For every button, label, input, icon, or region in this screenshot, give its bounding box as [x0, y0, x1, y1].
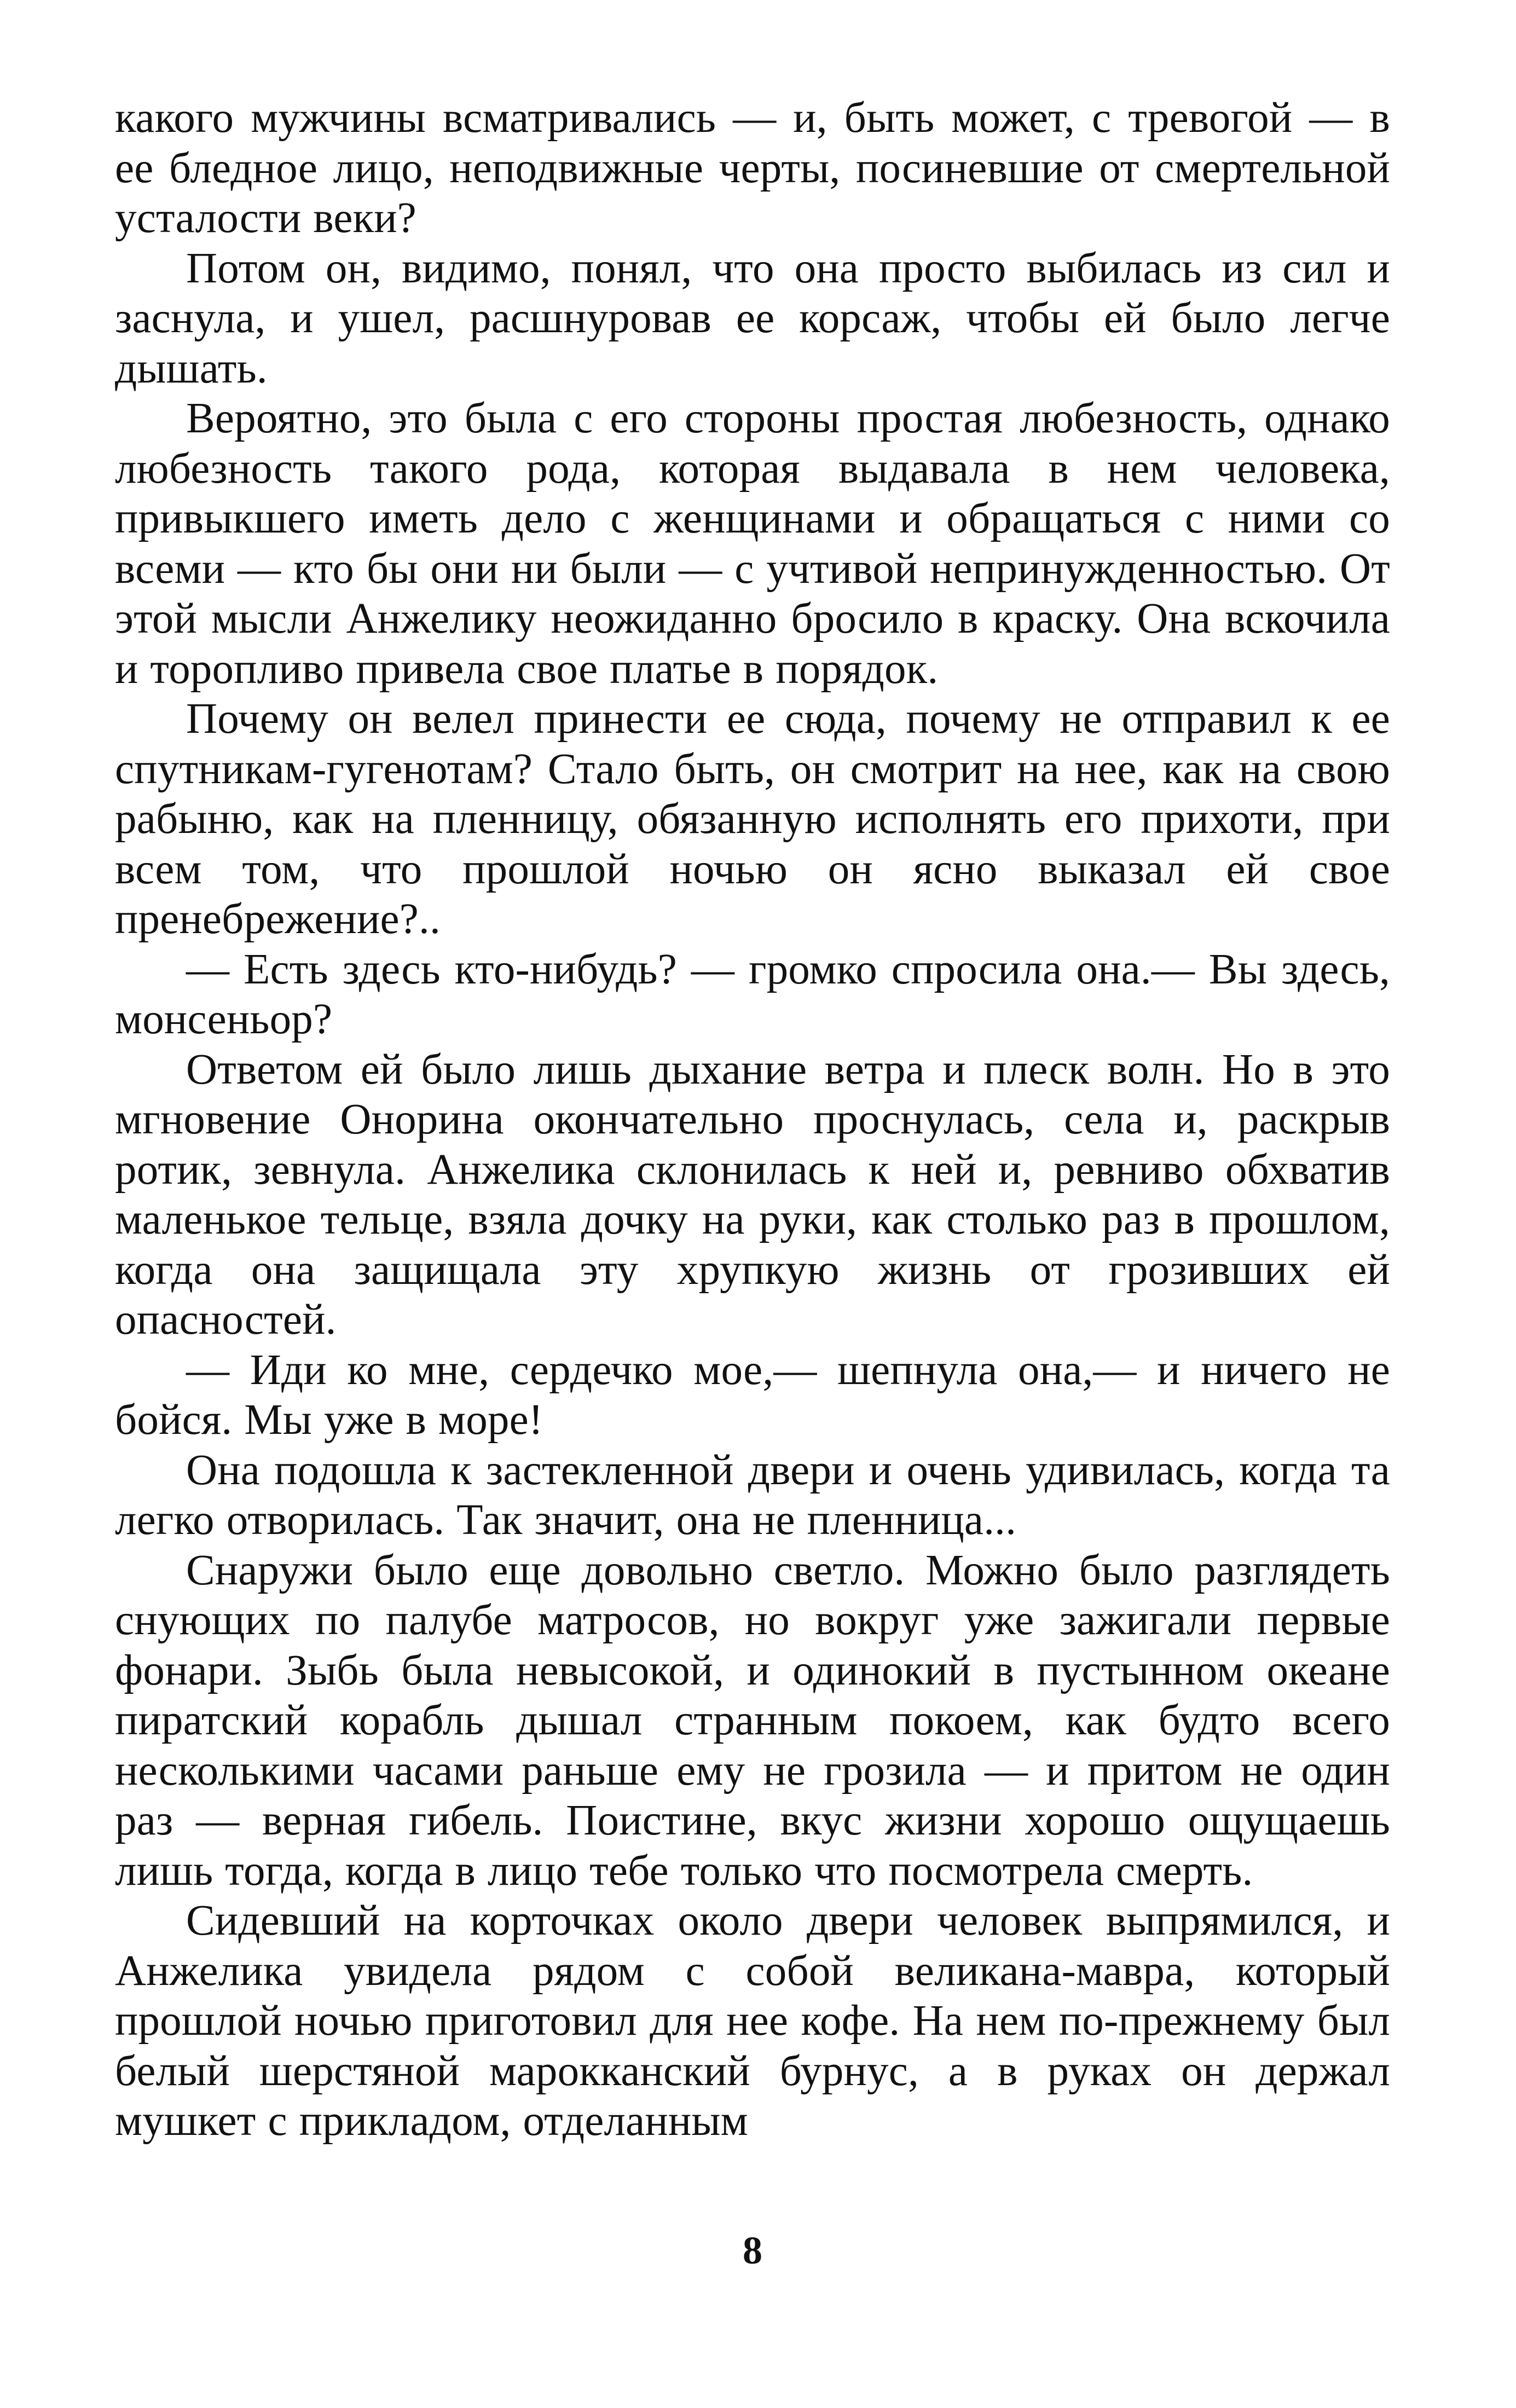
- page-text: [115, 93, 1390, 2146]
- paragraph-6: Ответом ей было лишь дыхание ветра и плеск волн. Но в это мгновение Онорина окончательно проснулась, села и, раскрыв ротик, зевнула. Анжелика склонилась к ней и, ревниво обхватив маленькое тельце, взяла дочку на руки, как столько раз в прошлом, когда она защищала эту хрупкую жизнь от грозивших ей опасностей.: [115, 1045, 1390, 1344]
- paragraph-5: — Есть здесь кто-нибудь? — громко спросила она.— Вы здесь, монсеньор?: [115, 945, 1390, 1043]
- paragraph-4: Почему он велел принести ее сюда, почему не отправил к ее спутникам-гугенотам? Стало быть, он смотрит на нее, как на свою рабыню, как на пленницу, обязанную исполнять его прихоти, при всем том, что прошлой ночью он ясно выказал ей свое пренебрежение?..: [115, 695, 1390, 943]
- paragraph-10: Сидевший на корточках около двери человек выпрямился, и Анжелика увидела рядом с собой великана-мавра, который прошлой ночью приготовил для нее кофе. На нем по-прежнему был белый шерстяной марокканский бурнус, а в руках он держал мушкет с прикладом, отделанным: [115, 1897, 1390, 2145]
- paragraph-2: Потом он, видимо, понял, что она просто выбилась из сил и заснула, и ушел, расшнуровав ее корсаж, чтобы ей было легче дышать.: [115, 244, 1390, 392]
- paragraph-8: Она подошла к застекленной двери и очень удивилась, когда та легко отворилась. Так значит, она не пленница...: [115, 1446, 1390, 1544]
- page-number: 8: [743, 2228, 762, 2272]
- paragraph-7: — Иди ко мне, сердечко мое,— шепнула она,— и ничего не бойся. Мы уже в море!: [115, 1346, 1390, 1444]
- paragraph-9: Снаружи было еще довольно светло. Можно было разглядеть снующих по палубе матросов, но вокруг уже зажигали первые фонари. Зыбь была невысокой, и одинокий в пустынном океане пиратский корабль дышал странным покоем, как будто всего несколькими часами раньше ему не грозила — и притом не один раз — верная гибель. Поистине, вкус жизни хорошо ощущаешь лишь тогда, когда в лицо тебе только что посмотрела смерть.: [115, 1546, 1390, 1895]
- paragraph-3: Вероятно, это была с его стороны простая любезность, однако любезность такого рода, которая выдавала в нем человека, привыкшего иметь дело с женщинами и обращаться с ними со всеми — кто бы они ни были — с учтивой непринужденностью. От этой мысли Анжелику неожиданно бросило в краску. Она вскочила и торопливо привела свое платье в порядок.: [115, 395, 1390, 693]
- book-page: [115, 93, 1390, 2337]
- paragraph-1: какого мужчины всматривались — и, быть может, с тревогой — в ее бледное лицо, неподвижные черты, посиневшие от смертельной усталости веки?: [115, 94, 1390, 242]
